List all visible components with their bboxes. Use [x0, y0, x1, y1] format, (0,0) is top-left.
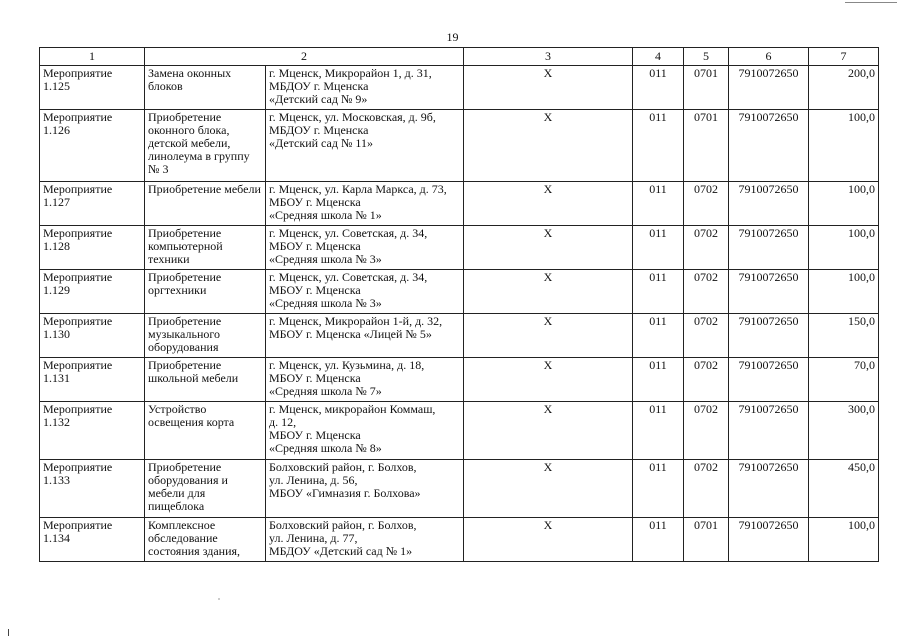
header-row	[40, 48, 879, 66]
activity-address	[266, 460, 464, 518]
activity-number: Мероприятие 1.132	[40, 402, 145, 460]
activity-address	[266, 226, 464, 270]
activity-name: Приобретение оборудования и мебели для пищеблока	[145, 460, 266, 518]
amount: 200,0	[809, 66, 879, 110]
section-code: 0702	[684, 270, 729, 314]
activity-number: Мероприятие 1.131	[40, 358, 145, 402]
address-line: МБОУ г. Мценска	[269, 428, 361, 442]
x-mark: Х	[464, 460, 633, 518]
address-line: «Детский сад № 11»	[269, 136, 373, 150]
header-col-2: 2	[145, 48, 464, 66]
address-line: ул. Ленина, д. 56,	[269, 473, 358, 487]
ministry-code: 011	[633, 358, 684, 402]
address-line: МБДОУ г. Мценска	[269, 123, 369, 137]
target-article-code: 7910072650	[729, 358, 809, 402]
activity-address	[266, 182, 464, 226]
address-line: г. Мценск, Микрорайон 1, д. 31,	[269, 66, 432, 80]
address-line: д. 12,	[269, 415, 297, 429]
address-line: г. Мценск, ул. Кузьмина, д. 18,	[269, 358, 425, 372]
page-number: 19	[446, 30, 459, 44]
target-article-code: 7910072650	[729, 270, 809, 314]
x-mark: Х	[464, 182, 633, 226]
ministry-code: 011	[633, 314, 684, 358]
activity-number: Мероприятие 1.127	[40, 182, 145, 226]
amount: 70,0	[809, 358, 879, 402]
target-article-code: 7910072650	[729, 110, 809, 182]
activity-number: Мероприятие 1.126	[40, 110, 145, 182]
ministry-code: 011	[633, 110, 684, 182]
address-line: ул. Ленина, д. 77,	[269, 531, 358, 545]
ministry-code: 011	[633, 182, 684, 226]
target-article-code: 7910072650	[729, 66, 809, 110]
activity-name: Приобретение компьютерной техники	[145, 226, 266, 270]
section-code: 0701	[684, 110, 729, 182]
section-code: 0702	[684, 402, 729, 460]
activity-name: Замена оконных блоков	[145, 66, 266, 110]
section-code: 0701	[684, 518, 729, 562]
address-line: МБОУ г. Мценска	[269, 371, 361, 385]
activity-address	[266, 110, 464, 182]
address-line: «Средняя школа № 3»	[269, 296, 382, 310]
header-col-5: 5	[684, 48, 729, 66]
amount: 150,0	[809, 314, 879, 358]
activity-address	[266, 358, 464, 402]
activity-number: Мероприятие 1.129	[40, 270, 145, 314]
header-col-4: 4	[633, 48, 684, 66]
activity-address	[266, 66, 464, 110]
amount: 300,0	[809, 402, 879, 460]
x-mark: Х	[464, 66, 633, 110]
address-line: г. Мценск, микрорайон Коммаш,	[269, 402, 436, 416]
address-line: МБОУ г. Мценска	[269, 283, 361, 297]
activity-name: Приобретение мебели	[145, 182, 266, 226]
table-row	[40, 66, 879, 110]
address-line: Болховский район, г. Болхов,	[269, 518, 417, 532]
ministry-code: 011	[633, 66, 684, 110]
activity-address	[266, 402, 464, 460]
ministry-code: 011	[633, 402, 684, 460]
section-code: 0702	[684, 358, 729, 402]
amount: 100,0	[809, 270, 879, 314]
target-article-code: 7910072650	[729, 182, 809, 226]
address-line: МБДОУ г. Мценска	[269, 79, 369, 93]
x-mark: Х	[464, 270, 633, 314]
x-mark: Х	[464, 402, 633, 460]
target-article-code: 7910072650	[729, 460, 809, 518]
activity-number: Мероприятие 1.125	[40, 66, 145, 110]
address-line: «Средняя школа № 3»	[269, 252, 382, 266]
section-code: 0702	[684, 182, 729, 226]
address-line: г. Мценск, ул. Московская, д. 9б,	[269, 110, 436, 124]
address-line: «Средняя школа № 8»	[269, 441, 382, 455]
header-col-3: 3	[464, 48, 633, 66]
amount: 100,0	[809, 110, 879, 182]
address-line: г. Мценск, ул. Советская, д. 34,	[269, 226, 428, 240]
table-row	[40, 402, 879, 460]
activity-name: Устройство освещения корта	[145, 402, 266, 460]
ministry-code: 011	[633, 460, 684, 518]
table-row	[40, 226, 879, 270]
address-line: МБДОУ «Детский сад № 1»	[269, 544, 413, 558]
activity-name: Приобретение школьной мебели	[145, 358, 266, 402]
address-line: МБОУ «Гимназия г. Болхова»	[269, 486, 421, 500]
table-row	[40, 314, 879, 358]
address-line: «Средняя школа № 1»	[269, 208, 382, 222]
ministry-code: 011	[633, 270, 684, 314]
margin-mark	[8, 629, 9, 636]
amount: 100,0	[809, 226, 879, 270]
activity-number: Мероприятие 1.128	[40, 226, 145, 270]
ministry-code: 011	[633, 518, 684, 562]
address-line: Болховский район, г. Болхов,	[269, 460, 417, 474]
table-row	[40, 460, 879, 518]
table-row	[40, 358, 879, 402]
section-code: 0702	[684, 314, 729, 358]
x-mark: Х	[464, 314, 633, 358]
x-mark: Х	[464, 358, 633, 402]
activity-address	[266, 314, 464, 358]
target-article-code: 7910072650	[729, 314, 809, 358]
header-col-7: 7	[809, 48, 879, 66]
table-row	[40, 518, 879, 562]
address-line: МБОУ г. Мценска	[269, 195, 361, 209]
amount: 450,0	[809, 460, 879, 518]
activity-number: Мероприятие 1.133	[40, 460, 145, 518]
activity-address	[266, 270, 464, 314]
address-line: г. Мценск, Микрорайон 1-й, д. 32,	[269, 314, 443, 328]
x-mark: Х	[464, 226, 633, 270]
activity-number: Мероприятие 1.130	[40, 314, 145, 358]
activity-name: Приобретение оконного блока, детской мебели, линолеума в группу № 3	[145, 110, 266, 182]
activity-name: Приобретение музыкального оборудования	[145, 314, 266, 358]
amount: 100,0	[809, 518, 879, 562]
section-code: 0702	[684, 460, 729, 518]
address-line: г. Мценск, ул. Советская, д. 34,	[269, 270, 428, 284]
x-mark: Х	[464, 110, 633, 182]
target-article-code: 7910072650	[729, 402, 809, 460]
section-code: 0702	[684, 226, 729, 270]
header-col-1: 1	[40, 48, 145, 66]
amount: 100,0	[809, 182, 879, 226]
scan-speck	[218, 598, 220, 600]
address-line: МБОУ г. Мценска «Лицей № 5»	[269, 327, 432, 341]
activity-address	[266, 518, 464, 562]
header-col-6: 6	[729, 48, 809, 66]
budget-table	[39, 47, 879, 562]
table-row	[40, 182, 879, 226]
target-article-code: 7910072650	[729, 518, 809, 562]
target-article-code: 7910072650	[729, 226, 809, 270]
address-line: МБОУ г. Мценска	[269, 239, 361, 253]
table-row	[40, 110, 879, 182]
table-row	[40, 270, 879, 314]
x-mark: Х	[464, 518, 633, 562]
activity-number: Мероприятие 1.134	[40, 518, 145, 562]
address-line: «Средняя школа № 7»	[269, 384, 382, 398]
top-rule	[845, 2, 897, 3]
address-line: «Детский сад № 9»	[269, 92, 368, 106]
ministry-code: 011	[633, 226, 684, 270]
activity-name: Комплексное обследование состояния здания,	[145, 518, 266, 562]
section-code: 0701	[684, 66, 729, 110]
address-line: г. Мценск, ул. Карла Маркса, д. 73,	[269, 182, 447, 196]
activity-name: Приобретение оргтехники	[145, 270, 266, 314]
